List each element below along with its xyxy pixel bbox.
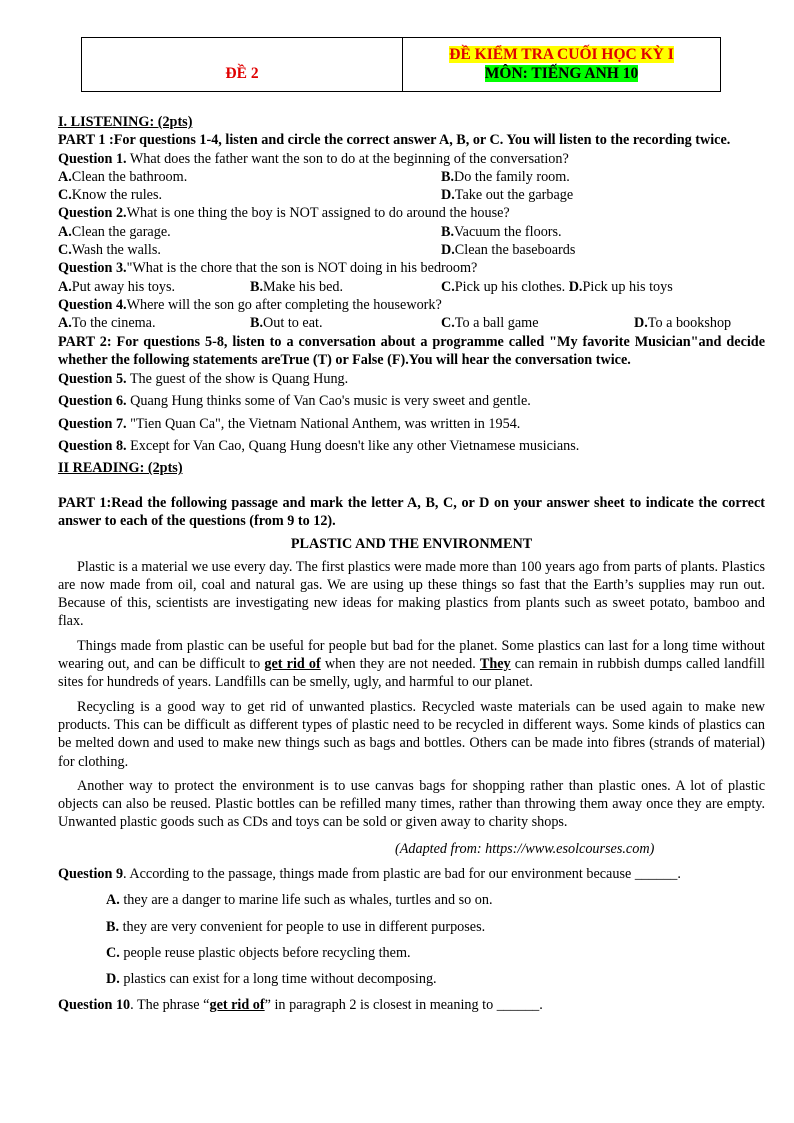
question-1-options-row2	[58, 186, 765, 204]
question-3-options	[58, 278, 765, 296]
question-1-options-row1	[58, 168, 765, 186]
listening-part2-instructions: PART 2: For questions 5-8, listen to a conversation about a programme called "My favorite Musician"and decide whether the following statements areTrue (T) or False (F).You will hear the conversation twice.	[58, 333, 765, 368]
passage-paragraph-3: Recycling is a good way to get rid of unwanted plastics. Recycled waste materials can be used again to make new products. This can be difficult as different types of plastic need to be recycled in different ways. Some kinds of plastics can be melted down and used to make new things such as bags and bottles. Others can be made into fibres (strands of material) for clothing.	[58, 698, 765, 770]
exam-title: ĐỀ KIỂM TRA CUỐI HỌC KỲ I	[449, 46, 674, 64]
option-b: B.Do the family room.	[441, 168, 570, 185]
question-2-options-row1	[58, 223, 765, 241]
option-a: A.To the cinema.	[58, 315, 156, 332]
question-2: Question 2.What is one thing the boy is NOT assigned to do around the house?	[58, 205, 510, 222]
reading-title: II READING: (2pts)	[58, 460, 183, 477]
exam-content	[58, 113, 765, 1015]
option-c: C.Know the rules.	[58, 187, 163, 204]
question-6: Question 6. Quang Hung thinks some of Van Cao's music is very sweet and gentle.	[58, 393, 531, 410]
option-b: B.Make his bed.	[250, 278, 344, 295]
exam-header	[81, 37, 721, 92]
question-4-options	[58, 314, 765, 332]
question-9-option-a: A. they are a danger to marine life such as whales, turtles and so on.	[106, 892, 493, 909]
passage-title: PLASTIC AND THE ENVIRONMENT	[290, 536, 533, 553]
option-c: C.Wash the walls.	[58, 242, 161, 259]
question-8: Question 8. Except for Van Cao, Quang Hung doesn't like any other Vietnamese musicians.	[58, 438, 580, 455]
option-a: A.Clean the garage.	[58, 223, 171, 240]
reading-part1-instructions: PART 1:Read the following passage and mark the letter A, B, C, or D on your answer sheet to indicate the correct answer to each of the questions (from 9 to 12).	[58, 494, 765, 529]
option-c: C.To a ball game	[441, 315, 539, 332]
option-c: C.Pick up his clothes. D.Pick up his toys	[441, 278, 673, 295]
listening-part1-instructions: PART 1 :For questions 1-4, listen and circle the correct answer A, B, or C. You will listen to the recording twice.	[58, 132, 731, 149]
question-10: Question 10. The phrase “get rid of” in paragraph 2 is closest in meaning to ______.	[58, 997, 543, 1014]
question-9-option-d: D. plastics can exist for a long time without decomposing.	[106, 971, 437, 988]
exam-code: ĐỀ 2	[225, 65, 259, 83]
option-d: D.To a bookshop	[634, 315, 732, 332]
exam-subject: MÔN: TIẾNG ANH 10	[484, 64, 639, 82]
question-3: Question 3."What is the chore that the son is NOT doing in his bedroom?	[58, 260, 478, 277]
question-2-options-row2	[58, 241, 765, 259]
listening-title: I. LISTENING: (2pts)	[58, 114, 193, 130]
option-b: B.Out to eat.	[250, 315, 323, 332]
passage-paragraph-4: Another way to protect the environment is to use canvas bags for shopping rather than plastic ones. A lot of plastic objects can also be reused. Plastic bottles can be refilled many times, rather than throwing them away once they are empty. Unwanted plastic goods such as CDs and toys can be sold or given away to charity shops.	[58, 777, 765, 831]
passage-paragraph-2: Things made from plastic can be useful for people but bad for the planet. Some plastics can last for a long time without wearing out, and can be difficult to get rid of when they are not needed. They can remain in rubbish dumps called landfill sites for hundreds of years. Landfills can be smelly, ugly, and harmful to our planet.	[58, 637, 765, 691]
option-a: A.Put away his toys.	[58, 278, 176, 295]
exam-title-cell	[403, 38, 721, 92]
option-d: D.Take out the garbage	[441, 187, 574, 204]
passage-paragraph-1: Plastic is a material we use every day. The first plastics were made more than 100 years ago from parts of plants. Plastics are now made from oil, coal and natural gas. We are using up these things so fast that the Earth’s supplies may run out. Because of this, scientists are investigating new ideas for making plastics from plants such as sweet potato, bamboo and flax.	[58, 558, 765, 630]
question-7: Question 7. "Tien Quan Ca", the Vietnam National Anthem, was written in 1954.	[58, 415, 521, 432]
question-9-option-c: C. people reuse plastic objects before recycling them.	[106, 944, 411, 961]
option-a: A.Clean the bathroom.	[58, 168, 188, 185]
question-4: Question 4.Where will the son go after completing the housework?	[58, 296, 442, 313]
option-b: B.Vacuum the floors.	[441, 223, 562, 240]
question-1: Question 1. What does the father want the son to do at the beginning of the conversation?	[58, 150, 569, 167]
question-9-option-b: B. they are very convenient for people to use in different purposes.	[106, 918, 486, 935]
option-d: D.Clean the baseboards	[441, 242, 576, 259]
question-5: Question 5. The guest of the show is Quang Hung.	[58, 371, 349, 388]
passage-source: (Adapted from: https://www.esolcourses.com)	[395, 840, 655, 857]
question-9: Question 9. According to the passage, things made from plastic are bad for our environment because ______.	[58, 865, 681, 882]
exam-code-cell	[82, 38, 403, 92]
